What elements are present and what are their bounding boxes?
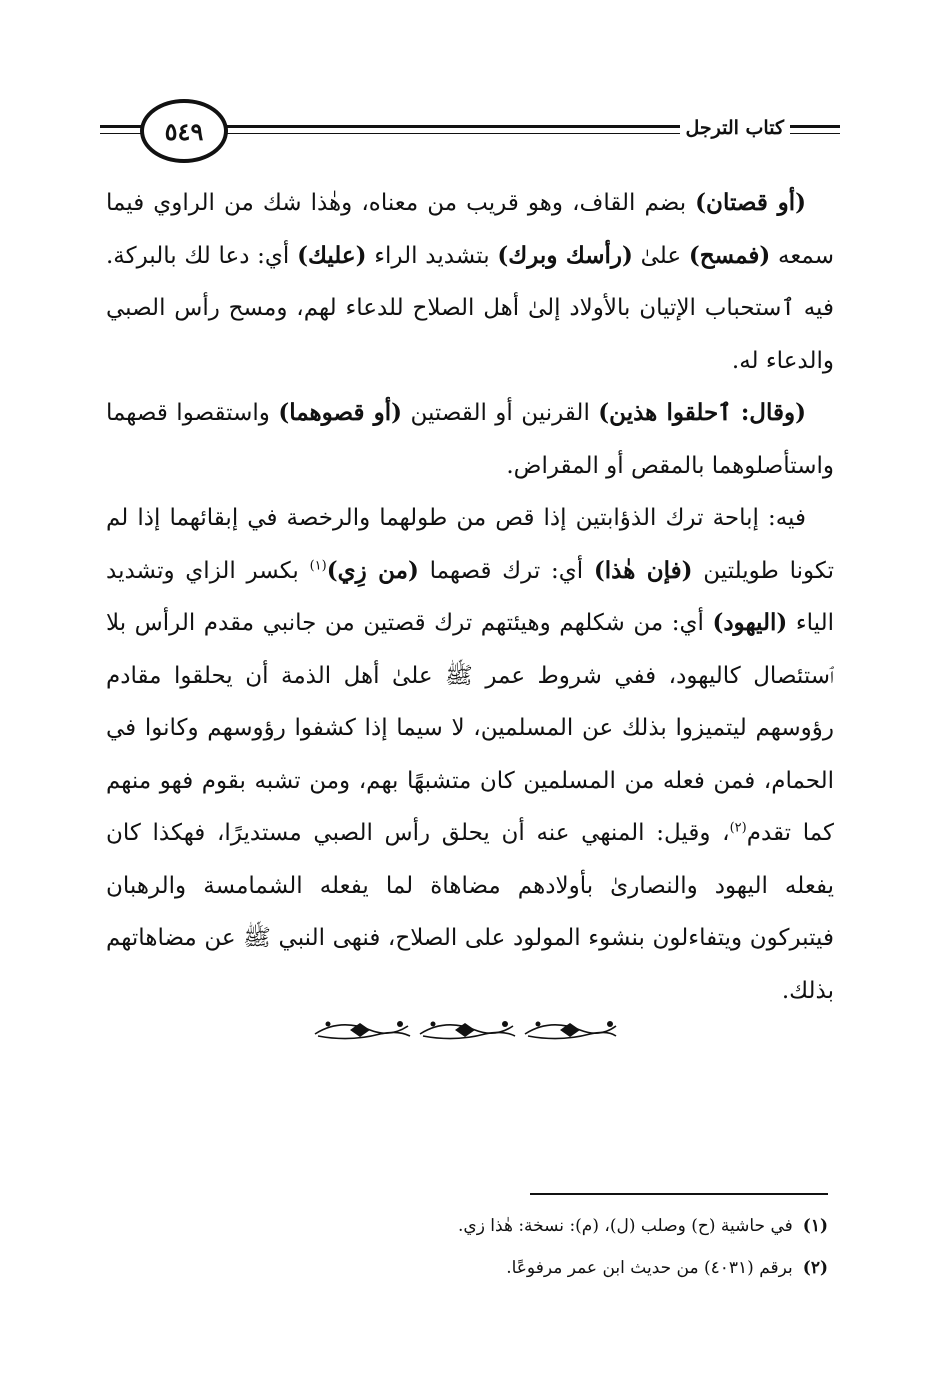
quote-text: (رأسك وبرك) — [497, 241, 633, 269]
commentary-text: ، وقيل: المنهي عنه أن يحلق رأس الصبي مستديرًا، فهكذا كان يفعله اليهود والنصارىٰ بأولادهم مضاهاة لما يفعله الشمامسة والرهبان فيتبركون ويتفاءلون بنشوء المولود على الصلاح، فنهى النبي ﷺ عن مضاهاتهم بذلك. — [106, 820, 834, 1004]
commentary-text: بضم القاف، وهو قريب من معناه، وهٰذا شك من الراوي فيما سمعه — [106, 190, 835, 269]
commentary-text: أي: ترك قصهما — [418, 557, 594, 584]
chapter-title: كتاب الترجل — [680, 117, 791, 139]
footnote-text: في حاشية (ح) وصلب (ل)، (م): نسخة: هٰذا زي. — [457, 1216, 793, 1236]
footnote-separator — [530, 1193, 828, 1195]
commentary-text: بكسر الزاي وتشديد الياء — [106, 557, 834, 636]
quote-text: (عليك) — [297, 241, 367, 269]
commentary-text: فيه: إباحة ترك الذؤابتين إذا قص من طولهما والرخصة في إبقائهما إذا لم تكونا طويلتين — [106, 505, 834, 584]
commentary-text: القرنين أو القصتين — [402, 400, 599, 426]
footnote-number: (٢) — [802, 1258, 828, 1278]
quote-text: (فإن هٰذا) — [593, 556, 693, 584]
paragraph-1 — [106, 177, 834, 387]
page-header — [100, 95, 840, 175]
main-text — [106, 177, 834, 1017]
commentary-text: واستقصوا قصهما واستأصلوهما بالمقص أو المقراض. — [106, 400, 834, 479]
commentary-text: علىٰ — [632, 242, 689, 269]
paragraph-2 — [106, 387, 834, 492]
footnote-ref-1[interactable]: (١) — [309, 557, 327, 573]
commentary-text: أي: من شكلهم وهيئتهم ترك قصتين من جانبي مقدم الرأس بلا ٱستئصال كاليهود، ففي شروط عمر ﷺ علىٰ أهل الذمة أن يحلقوا مقادم رؤوسهم ليتميزوا بذلك عن المسلمين، لا سيما إذا كشفوا رؤوسهم وكانوا في الحمام، فمن فعله من المسلمين كان متشبهًا بهم، ومن تشبه بقوم فهو منهم كما تقدم — [106, 610, 834, 846]
quote-text: (من زِي) — [326, 556, 419, 584]
footnotes — [200, 1205, 828, 1289]
quote-text: (وقال: ٱحلقوا هذين) — [598, 399, 807, 426]
quote-text: (أو قصوهما) — [278, 399, 403, 426]
footnote-number: (١) — [802, 1216, 828, 1236]
footnote-ref-2[interactable]: (٢) — [729, 820, 747, 836]
commentary-text: أي: دعا لك بالبركة. فيه ٱستحباب الإتيان بالأولاد إلىٰ أهل الصلاح للدعاء لهم، ومسح رأس الصبي والدعاء له. — [106, 242, 834, 374]
footnote-1 — [200, 1205, 828, 1247]
commentary-text: بتشديد الراء — [366, 242, 498, 269]
paragraph-3 — [106, 492, 834, 1017]
floral-divider-icon — [310, 1012, 620, 1046]
quote-text: (أو قصتان) — [695, 189, 806, 216]
page-number: ٥٤٩ — [140, 99, 228, 163]
footnote-text: برقم (٤٠٣١) من حديث ابن عمر مرفوعًا. — [506, 1258, 793, 1278]
quote-text: (فمسح) — [688, 241, 771, 269]
quote-text: (اليهود) — [712, 609, 788, 636]
footnote-2 — [200, 1247, 828, 1289]
